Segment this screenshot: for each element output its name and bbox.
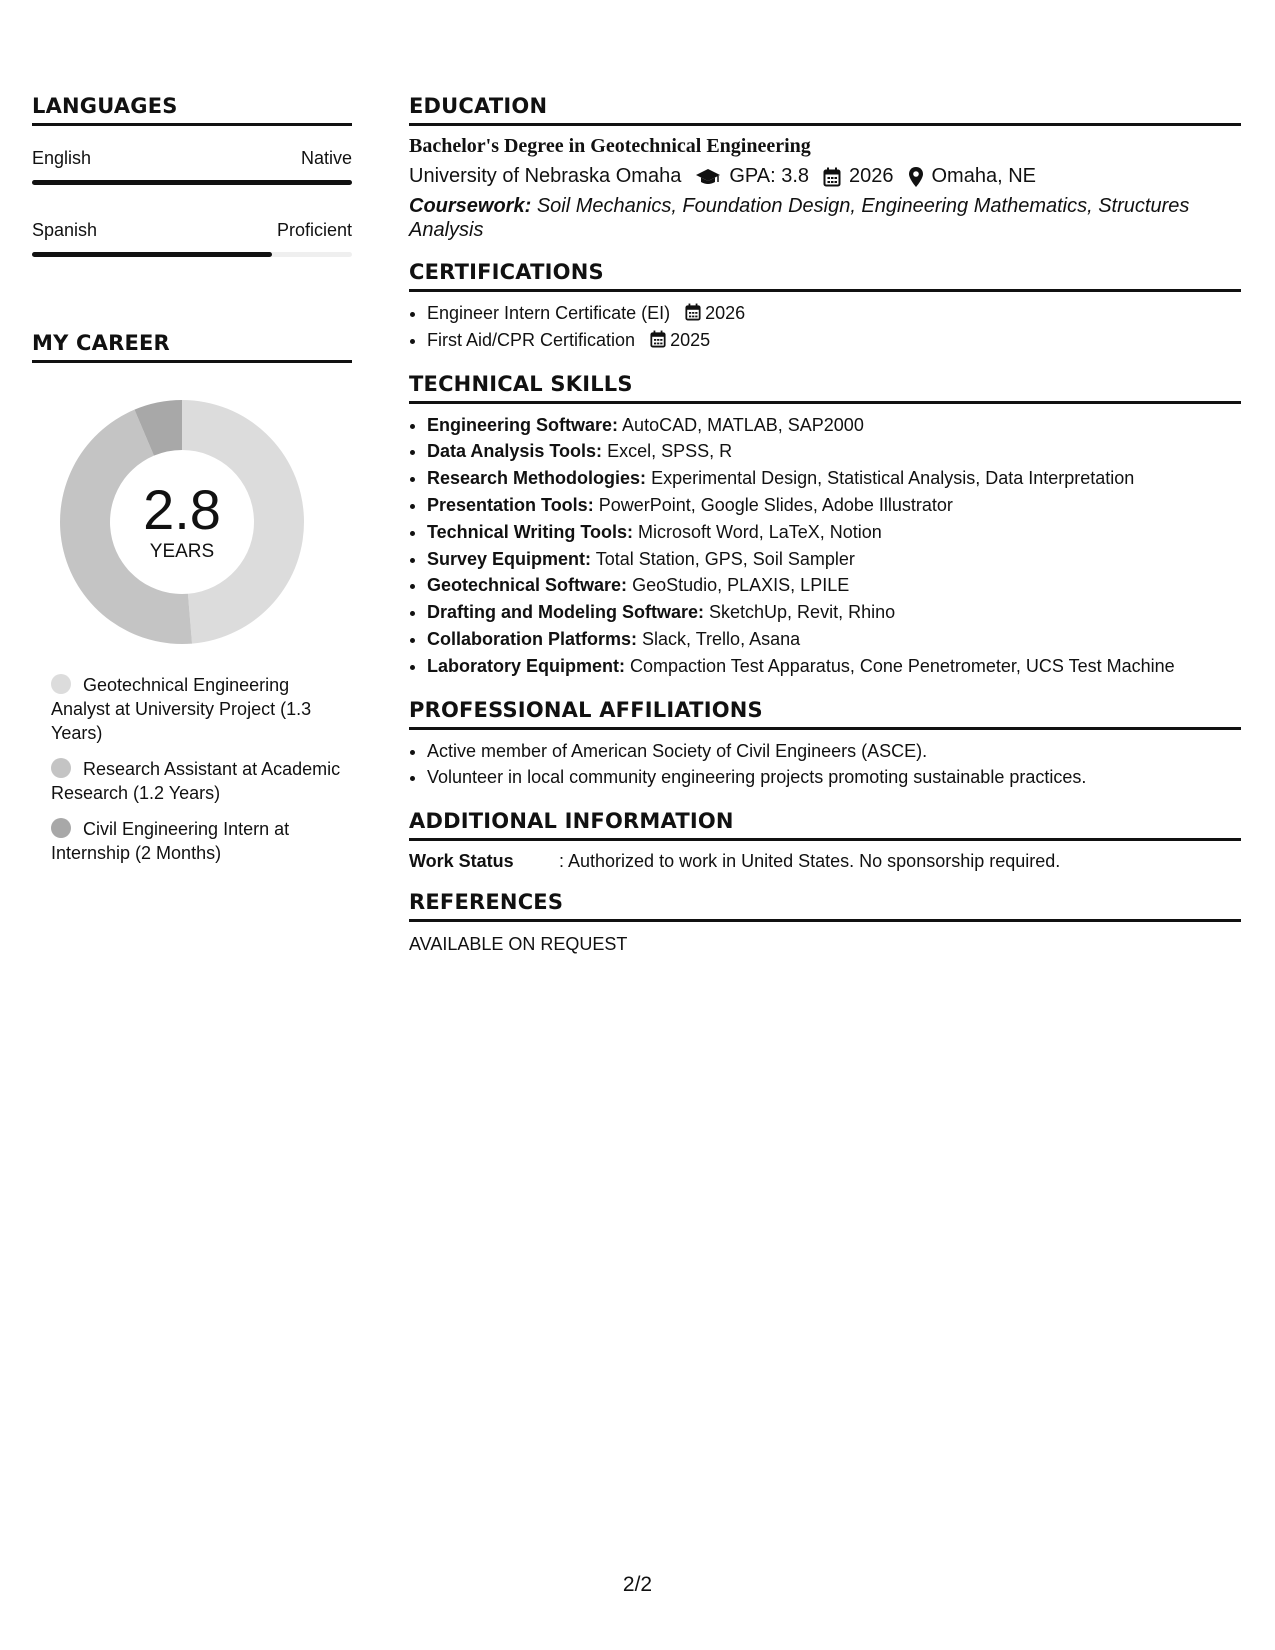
coursework-list: Soil Mechanics, Foundation Design, Engineering Mathematics, Structures Analysis <box>409 195 1190 241</box>
list-item <box>427 438 1241 465</box>
list-item <box>427 599 1241 626</box>
list-item <box>427 519 1241 546</box>
legend-item <box>51 817 352 865</box>
calendar-icon <box>823 167 841 187</box>
legend-label: Civil Engineering Intern at Internship (2 Months) <box>51 819 290 863</box>
language-level: Proficient <box>276 220 352 240</box>
skill-label: Geotechnical Software: <box>427 575 628 596</box>
left-column <box>32 94 352 877</box>
legend-dot <box>51 674 71 694</box>
skills-section <box>409 372 1241 680</box>
education-location: Omaha, NE <box>931 165 1036 187</box>
list-item <box>427 492 1241 519</box>
career-title: MY CAREER <box>32 331 352 363</box>
certification-name: Engineer Intern Certificate (EI) <box>427 303 671 323</box>
education-details <box>409 165 1241 188</box>
legend-dot <box>51 758 71 778</box>
skill-label: Technical Writing Tools: <box>427 521 634 542</box>
work-status-row <box>409 851 1241 872</box>
list-item: • Active member of American Society of Civil Engineers (ASCE). <box>427 738 1241 765</box>
languages-title: LANGUAGES <box>32 94 352 126</box>
skill-label: Collaboration Platforms: <box>427 628 638 649</box>
education-section <box>409 94 1241 242</box>
work-status-value: : Authorized to work in United States. No sponsorship required. <box>559 851 1061 872</box>
list-item <box>427 653 1241 680</box>
page-number: 2/2 <box>622 1573 653 1596</box>
coursework <box>409 194 1241 242</box>
language-item <box>32 148 352 185</box>
skill-label: Engineering Software: <box>427 414 619 435</box>
career-donut-chart <box>57 397 307 647</box>
references-title: REFERENCES <box>409 890 1241 922</box>
career-legend <box>51 673 352 865</box>
list-item <box>427 412 1241 439</box>
legend-label: Geotechnical Engineering Analyst at University Project (1.3 Years) <box>51 675 312 743</box>
skill-value: Compaction Test Apparatus, Cone Penetrometer, UCS Test Machine <box>630 655 1175 676</box>
skill-label: Data Analysis Tools: <box>427 441 603 462</box>
language-name: Spanish <box>32 220 98 240</box>
certification-year: 2025 <box>670 329 711 350</box>
school-name: University of Nebraska Omaha <box>409 165 682 187</box>
skills-list <box>409 412 1241 680</box>
skill-value: PowerPoint, Google Slides, Adobe Illustrator <box>598 494 953 515</box>
skill-label: Presentation Tools: <box>427 494 594 515</box>
certifications-title: CERTIFICATIONS <box>409 260 1241 292</box>
affiliations-list <box>409 738 1241 792</box>
language-bar <box>32 252 352 257</box>
certification-year: 2026 <box>705 303 746 323</box>
legend-dot <box>51 818 71 838</box>
skill-label: Research Methodologies: <box>427 468 647 489</box>
skill-value: Microsoft Word, LaTeX, Notion <box>638 521 882 542</box>
legend-item <box>51 673 352 745</box>
additional-info-section <box>409 809 1241 872</box>
language-bar <box>32 180 352 185</box>
right-column <box>409 94 1241 973</box>
list-item <box>427 572 1241 599</box>
gpa: GPA: 3.8 <box>729 165 809 187</box>
skill-value: Slack, Trello, Asana <box>642 628 801 649</box>
list-item <box>427 327 1241 354</box>
list-item: • Volunteer in local community engineering projects promoting sustainable practices. <box>427 764 1241 791</box>
affiliations-title: PROFESSIONAL AFFILIATIONS <box>409 698 1241 730</box>
references-text: AVAILABLE ON REQUEST <box>409 934 628 955</box>
certification-name: First Aid/CPR Certification <box>427 329 636 350</box>
work-status-label: Work Status <box>409 851 514 872</box>
skill-value: GeoStudio, PLAXIS, LPILE <box>632 575 850 596</box>
calendar-icon <box>650 330 666 348</box>
language-bar-fill <box>32 252 272 257</box>
graduation-year: 2026 <box>849 165 894 187</box>
legend-item <box>51 757 352 805</box>
list-item <box>427 465 1241 492</box>
skill-value: Total Station, GPS, Soil Sampler <box>595 548 855 569</box>
calendar-icon <box>685 303 701 321</box>
language-name: English <box>32 148 92 168</box>
coursework-label: Coursework: <box>409 195 532 217</box>
skill-label: Laboratory Equipment: <box>427 655 626 676</box>
skill-label: Drafting and Modeling Software: <box>427 602 704 623</box>
language-level: Native <box>300 148 352 168</box>
list-item <box>427 546 1241 573</box>
skill-value: SketchUp, Revit, Rhino <box>709 602 896 623</box>
certifications-section <box>409 260 1241 354</box>
donut-center <box>57 397 307 647</box>
language-item <box>32 220 352 257</box>
skill-value: AutoCAD, MATLAB, SAP2000 <box>622 414 864 435</box>
legend-label: Research Assistant at Academic Research (1.2 Years) <box>51 759 341 803</box>
graduation-cap-icon <box>695 167 721 187</box>
list-item <box>427 626 1241 653</box>
degree-name: Bachelor's Degree in Geotechnical Engineering <box>409 135 811 157</box>
additional-info-title: ADDITIONAL INFORMATION <box>409 809 1241 841</box>
references-section <box>409 890 1241 955</box>
education-title: EDUCATION <box>409 94 1241 126</box>
skill-label: Survey Equipment: <box>427 548 592 569</box>
affiliations-section <box>409 698 1241 792</box>
list-item <box>427 300 1241 327</box>
certifications-list <box>409 300 1241 354</box>
career-unit: YEARS <box>149 541 215 562</box>
skills-title: TECHNICAL SKILLS <box>409 372 1241 404</box>
career-total: 2.8 <box>143 478 221 541</box>
location-pin-icon <box>908 166 924 188</box>
skill-value: Excel, SPSS, R <box>607 441 733 462</box>
skill-value: Experimental Design, Statistical Analysis, Data Interpretation <box>651 468 1135 489</box>
language-bar-fill <box>32 180 352 185</box>
